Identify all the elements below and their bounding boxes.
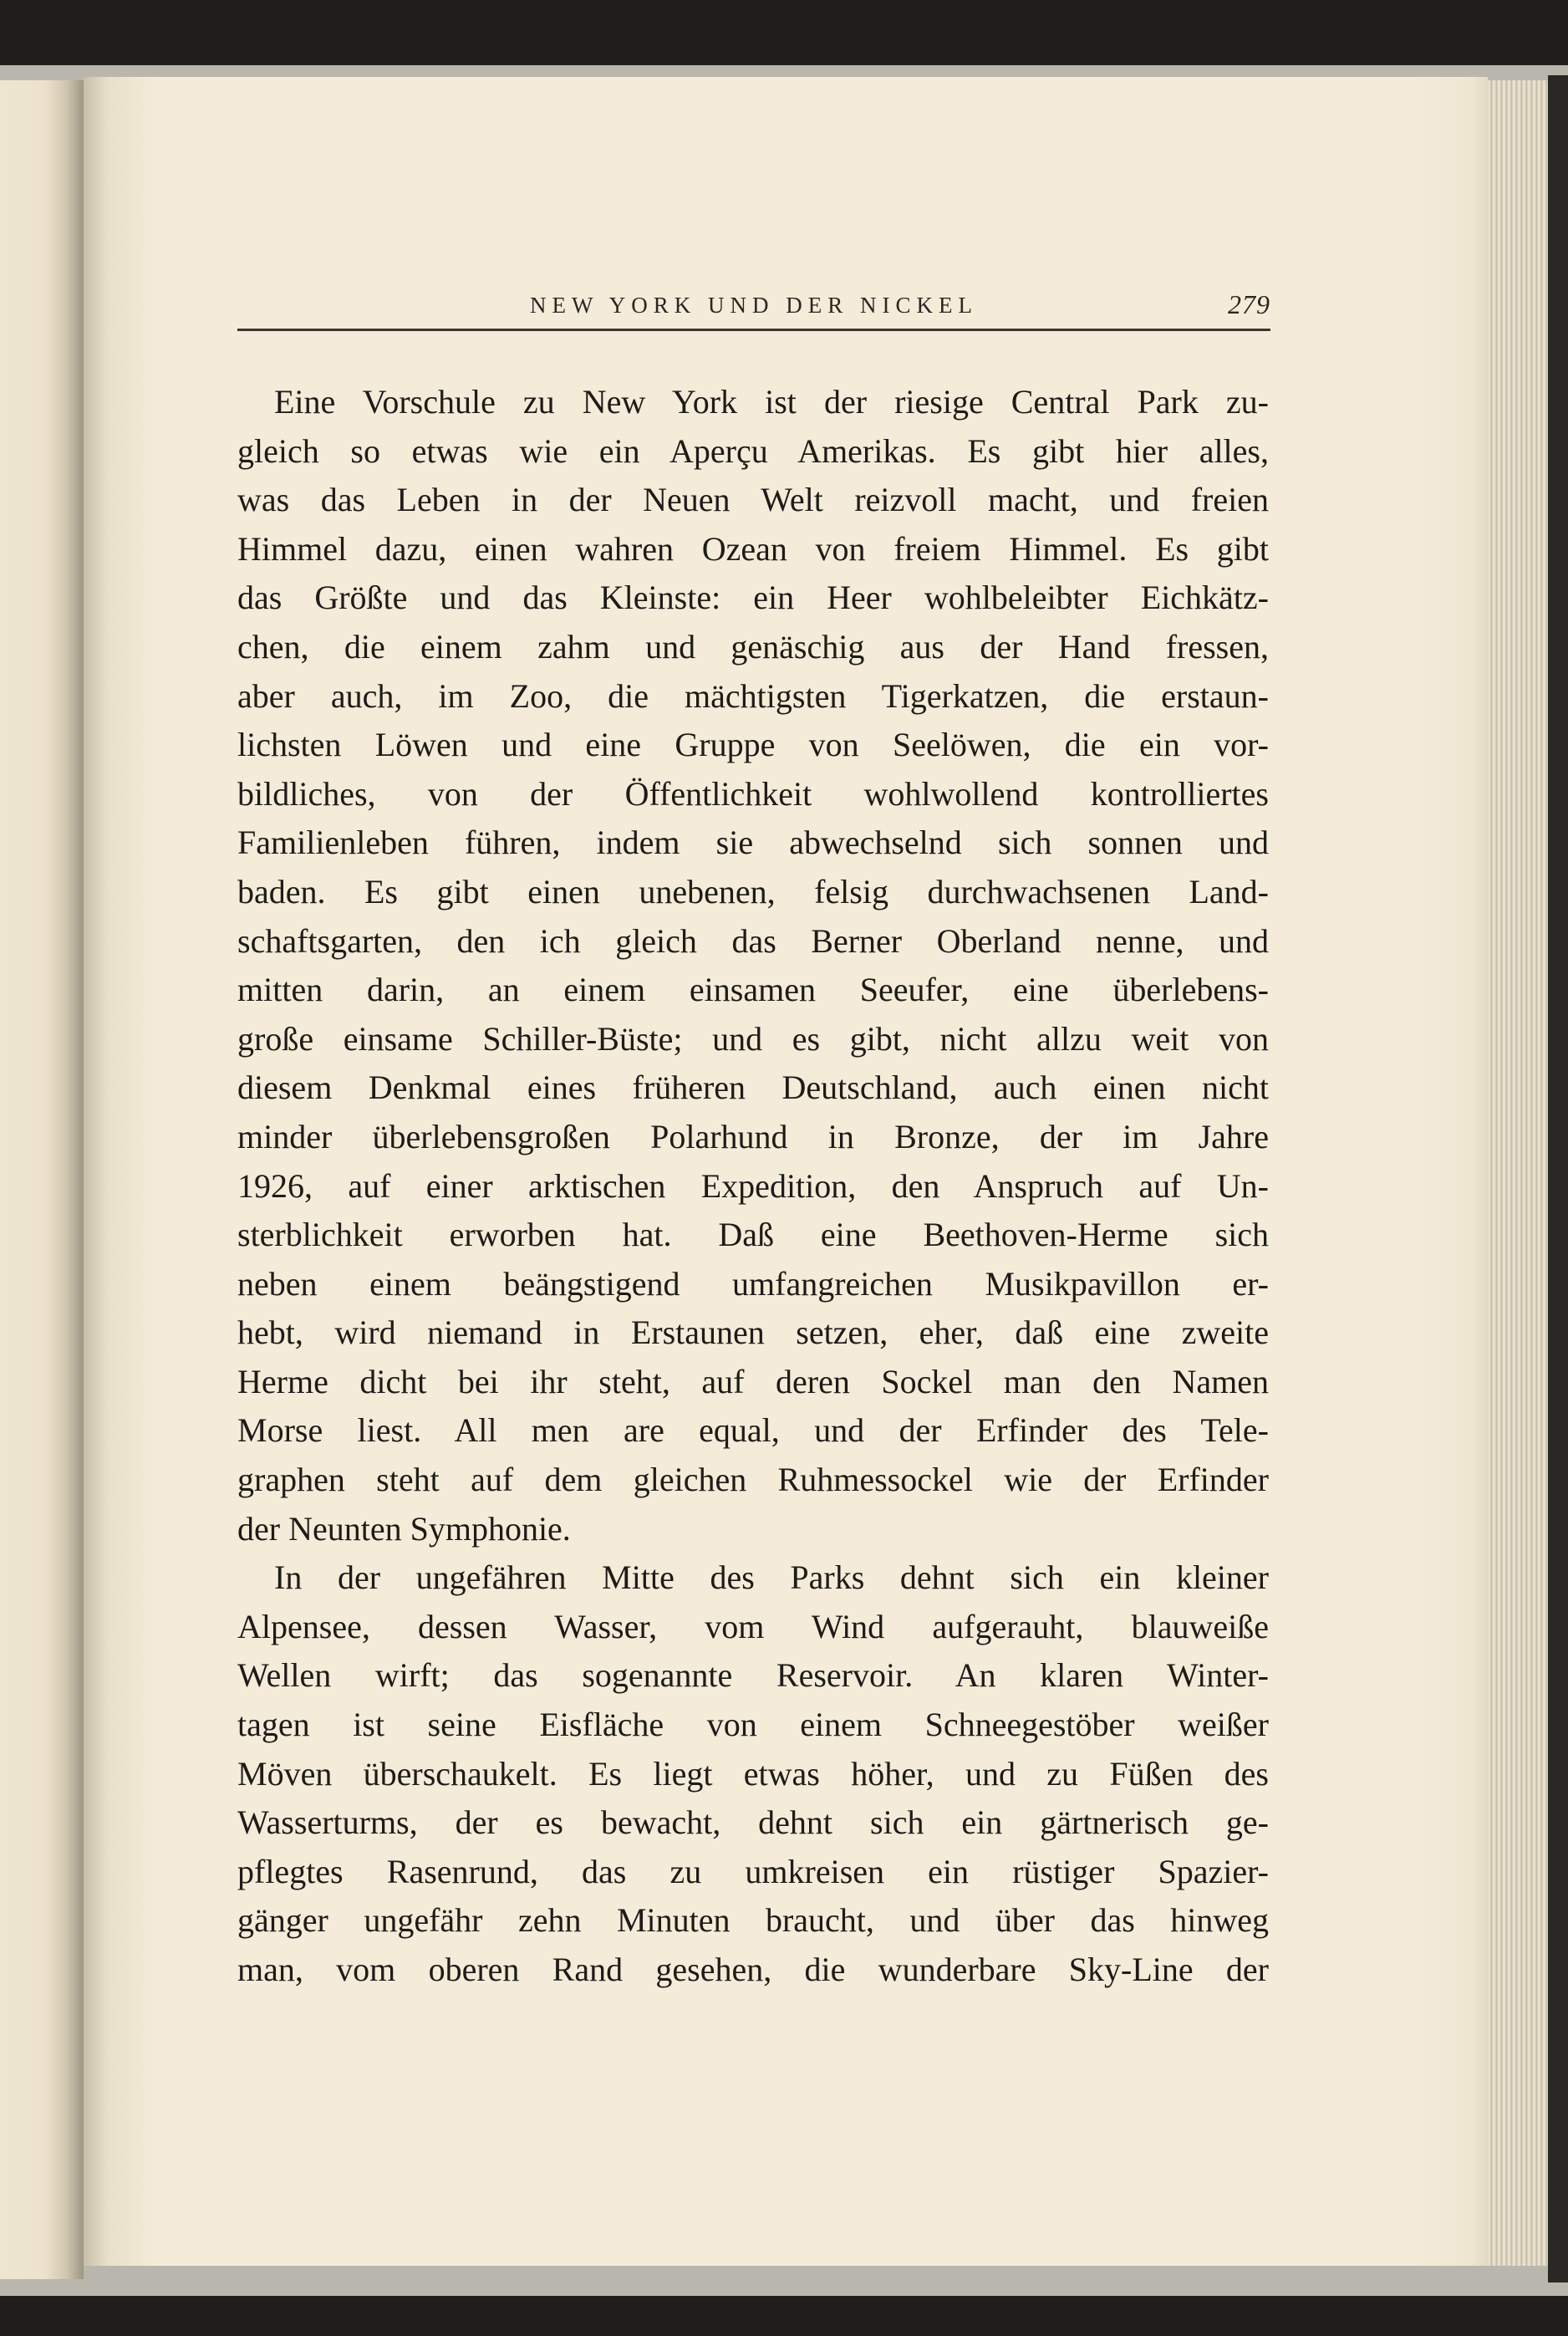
text-line: 1926, auf einer arktischen Expedition, den Anspruch auf Un- <box>237 1166 1269 1205</box>
running-head <box>237 286 1270 328</box>
body-text <box>237 378 1269 1995</box>
text-line: Morse liest. All men are equal, und der Erfinder des Tele- <box>237 1411 1269 1450</box>
text-line: große einsame Schiller-Büste; und es gibt, nicht allzu weit von <box>237 1019 1269 1058</box>
text-line: Möven überschaukelt. Es liegt etwas höher, und zu Füßen des <box>237 1754 1269 1793</box>
text-line: Himmel dazu, einen wahren Ozean von freiem Himmel. Es gibt <box>237 529 1269 568</box>
text-line: lichsten Löwen und eine Gruppe von Seelöwen, die ein vor- <box>237 726 1269 764</box>
text-line: chen, die einem zahm und genäschig aus der Hand fressen, <box>237 627 1269 666</box>
page-block-shadow <box>1548 75 1568 2282</box>
text-line: aber auch, im Zoo, die mächtigsten Tigerkatzen, die erstaun- <box>237 676 1269 715</box>
text-line: Alpensee, dessen Wasser, vom Wind aufgerauht, blauweiße <box>237 1607 1269 1645</box>
text-line: mitten darin, an einem einsamen Seeufer, eine überlebens- <box>237 971 1269 1009</box>
text-line: Familienleben führen, indem sie abwechselnd sich sonnen und <box>237 824 1269 862</box>
text-line: baden. Es gibt einen unebenen, felsig durchwachsenen Land- <box>237 872 1269 910</box>
text-line: bildliches, von der Öffentlichkeit wohlwollend kontrolliertes <box>237 774 1269 813</box>
text-line: pflegtes Rasenrund, das zu umkreisen ein rüstiger Spazier- <box>237 1852 1269 1890</box>
text-line: graphen steht auf dem gleichen Ruhmessockel wie der Erfinder <box>237 1461 1269 1499</box>
text-line: hebt, wird niemand in Erstaunen setzen, eher, daß eine zweite <box>237 1313 1269 1352</box>
text-line: gleich so etwas wie ein Aperçu Amerikas. Es gibt hier alles, <box>237 431 1269 470</box>
text-line: diesem Denkmal eines früheren Deutschland, auch einen nicht <box>237 1069 1269 1107</box>
text-line: neben einem beängstigend umfangreichen Musikpavillon er- <box>237 1264 1269 1303</box>
text-line: Wasserturms, der es bewacht, dehnt sich ein gärtnerisch ge- <box>237 1803 1269 1842</box>
header-rule <box>237 329 1270 331</box>
text-line: Herme dicht bei ihr steht, auf deren Sockel man den Namen <box>237 1362 1269 1400</box>
text-line: tagen ist seine Eisfläche von einem Schneegestöber weißer <box>237 1706 1269 1744</box>
text-line: sterblichkeit erworben hat. Daß eine Beethoven-Herme sich <box>237 1216 1269 1254</box>
text-line: minder überlebensgroßen Polarhund in Bronze, der im Jahre <box>237 1117 1269 1155</box>
facing-page-edge <box>0 80 84 2279</box>
page-number: 279 <box>1228 289 1270 319</box>
text-line: Wellen wirft; das sogenannte Reservoir. An klaren Winter- <box>237 1656 1269 1695</box>
text-line: man, vom oberen Rand gesehen, die wunderbare Sky-Line der <box>237 1951 1269 1988</box>
text-line: In der ungefähren Mitte des Parks dehnt sich ein kleiner <box>274 1558 1269 1597</box>
text-line: gänger ungefähr zehn Minuten braucht, und über das hinweg <box>237 1901 1269 1940</box>
page-block-edges <box>1488 80 1548 2266</box>
text-line: der Neunten Symphonie. <box>237 1509 571 1548</box>
text-line: Eine Vorschule zu New York ist der riesige Central Park zu- <box>274 383 1269 421</box>
text-line: schaftsgarten, den ich gleich das Berner Oberland nenne, und <box>237 921 1269 960</box>
running-title: NEW YORK UND DER NICKEL <box>530 293 978 318</box>
text-line: was das Leben in der Neuen Welt reizvoll macht, und freien <box>237 481 1269 519</box>
text-line: das Größte und das Kleinste: ein Heer wohlbeleibter Eichkätz- <box>237 579 1269 617</box>
